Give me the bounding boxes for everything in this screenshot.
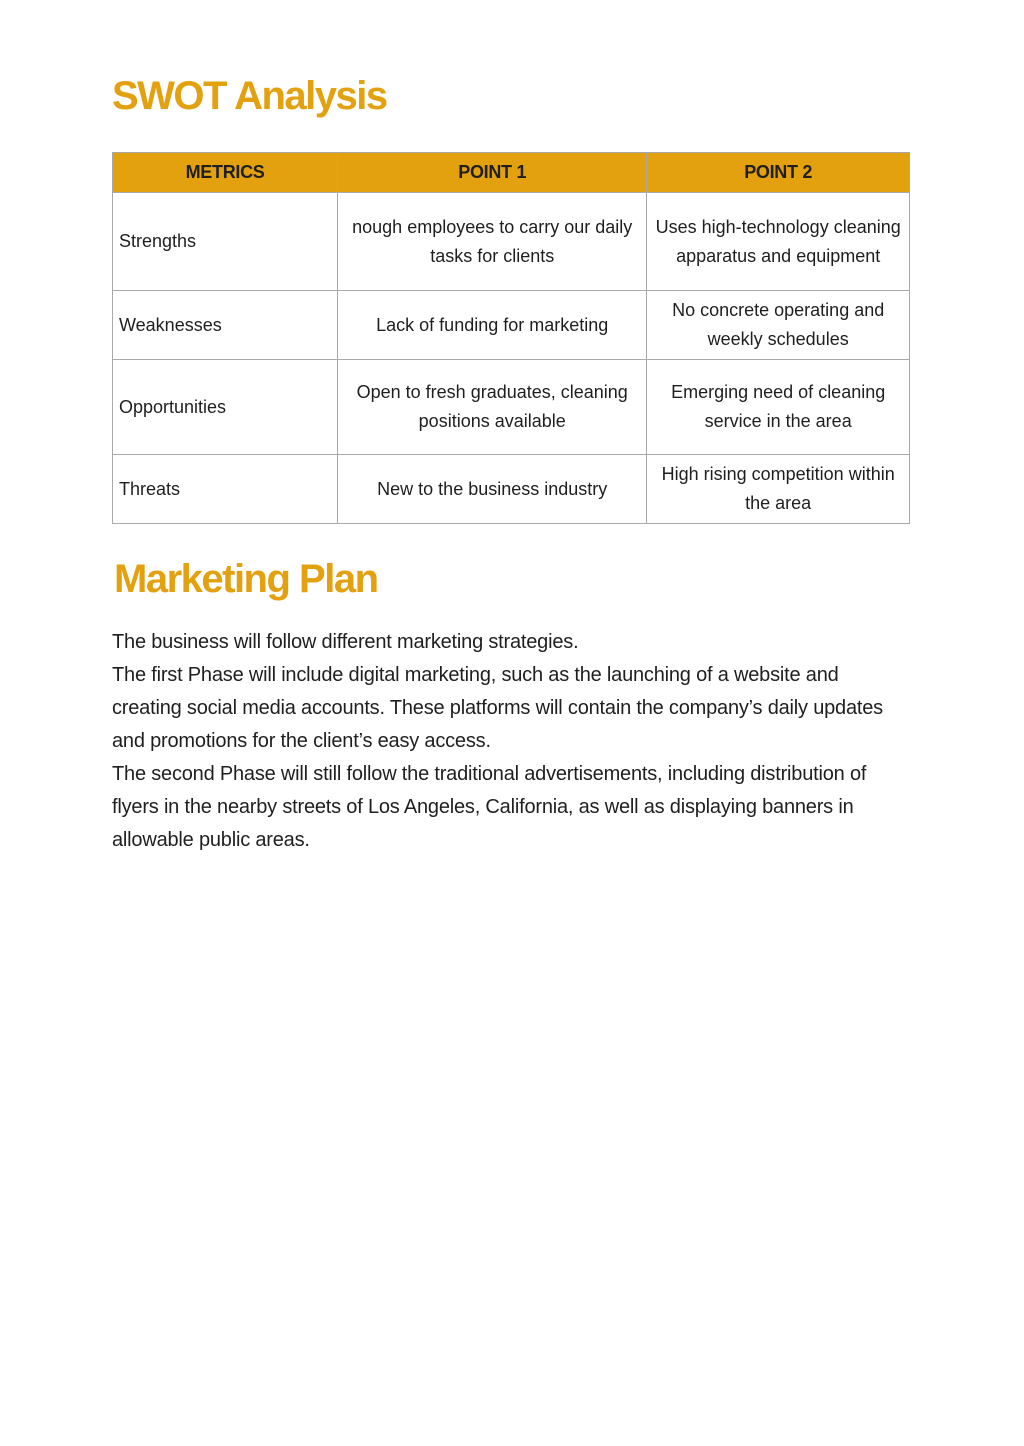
table-row [113, 455, 910, 524]
paragraph: The second Phase will still follow the traditional advertisements, including distribution of flyers in the nearby streets of Los Angeles, California, as well as displaying banners in allowable public areas. [112, 763, 867, 851]
point-2-cell: Uses high-technology cleaning apparatus and equipment [647, 193, 910, 291]
paragraph: The first Phase will include digital marketing, such as the launching of a website and creating social media accounts. These platforms will contain the company’s daily updates and promotions for the client’s easy access. [112, 664, 883, 752]
metric-cell: Weaknesses [113, 291, 338, 360]
point-2-cell: Emerging need of cleaning service in the area [647, 360, 910, 455]
point-1-cell: New to the business industry [338, 455, 647, 524]
header-point-2: POINT 2 [647, 153, 910, 193]
point-1-cell: nough employees to carry our daily tasks for clients [338, 193, 647, 291]
header-metrics: METRICS [113, 153, 338, 193]
metric-cell: Opportunities [113, 360, 338, 455]
swot-header-row [113, 153, 910, 193]
swot-analysis-heading: SWOT Analysis [112, 74, 387, 118]
point-2-cell: High rising competition within the area [647, 455, 910, 524]
point-2-cell: No concrete operating and weekly schedules [647, 291, 910, 360]
table-row [113, 193, 910, 291]
marketing-plan-body [112, 626, 912, 857]
metric-cell: Threats [113, 455, 338, 524]
swot-table [112, 152, 910, 524]
table-row [113, 360, 910, 455]
marketing-plan-heading: Marketing Plan [114, 557, 378, 601]
table-row [113, 291, 910, 360]
paragraph: The business will follow different marketing strategies. [112, 631, 579, 653]
header-point-1: POINT 1 [338, 153, 647, 193]
metric-cell: Strengths [113, 193, 338, 291]
point-1-cell: Open to fresh graduates, cleaning positions available [338, 360, 647, 455]
point-1-cell: Lack of funding for marketing [338, 291, 647, 360]
